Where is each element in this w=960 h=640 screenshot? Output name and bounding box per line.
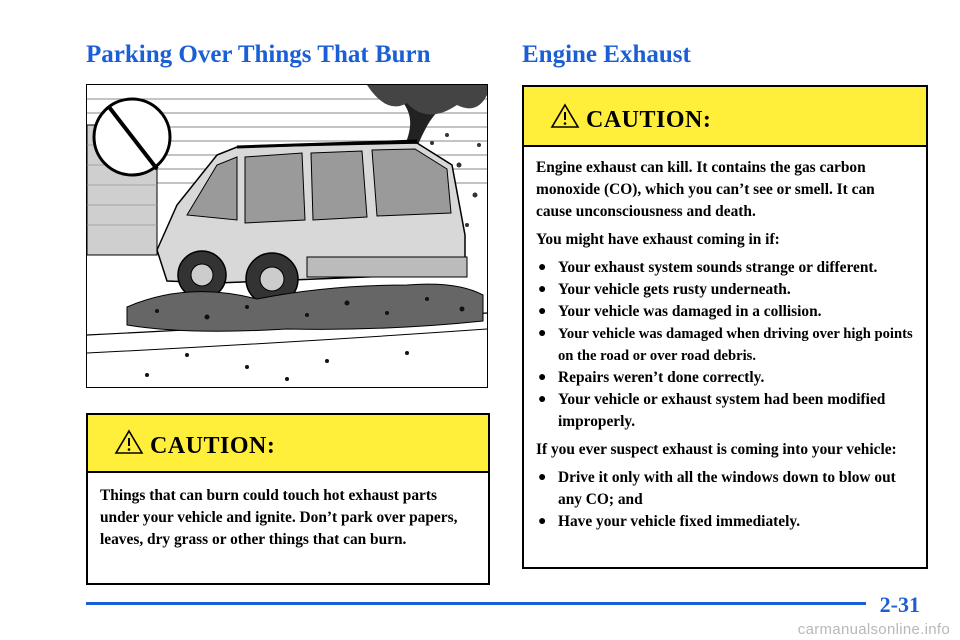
bullet-icon: ●: [538, 370, 547, 385]
list-item: ● Your vehicle or exhaust system had been modified improperly.: [538, 391, 886, 430]
exhaust-actions-list: [536, 467, 914, 533]
heading-parking: Parking Over Things That Burn: [86, 41, 431, 68]
caution-box-parking: [86, 413, 490, 585]
caution-box-engine-exhaust: [522, 85, 928, 569]
list-item: ● Have your vehicle fixed immediately.: [536, 511, 914, 533]
list-item: ● Your vehicle was damaged in a collision.: [536, 301, 914, 323]
vehicle-parked-on-leaves-illustration: [86, 84, 488, 388]
caution-header: [524, 87, 926, 147]
bullet-icon: ●: [538, 392, 547, 407]
exhaust-signs-list: [536, 257, 914, 433]
caution-title: CAUTION:: [586, 107, 712, 133]
warning-triangle-icon: [114, 429, 144, 455]
bullet-icon: ●: [538, 326, 547, 341]
caution-header: [88, 415, 488, 473]
list-item: ● Repairs weren’t done correctly.: [536, 367, 914, 389]
list-item: ● Your vehicle was damaged when driving over high points on the road or over road debris.: [536, 323, 914, 367]
bullet-icon: ●: [538, 514, 547, 529]
watermark: carmanualsonline.info: [797, 621, 950, 638]
bullet-icon: ●: [538, 282, 547, 297]
list-item: ● Drive it only with all the windows down to blow out any CO; and: [538, 469, 896, 508]
list-item: ● Your exhaust system sounds strange or different.: [536, 257, 914, 279]
bullet-icon: ●: [538, 470, 547, 485]
footer-rule: [86, 602, 866, 605]
heading-engine-exhaust: Engine Exhaust: [522, 41, 691, 68]
caution-para-3: If you ever suspect exhaust is coming into your vehicle:: [536, 441, 897, 458]
caution-para-2: You might have exhaust coming in if:: [536, 231, 780, 248]
warning-triangle-icon: [550, 103, 580, 129]
caution-title: CAUTION:: [150, 433, 276, 459]
list-item: ● Your vehicle gets rusty underneath.: [536, 279, 914, 301]
caution-body: [524, 147, 926, 533]
caution-body: [88, 473, 488, 551]
page-number: 2-31: [879, 592, 920, 617]
bullet-icon: ●: [538, 304, 547, 319]
caution-para-1: Engine exhaust can kill. It contains the gas carbon monoxide (CO), which you can’t see or smell. It can cause unconsciousness and death.: [536, 159, 875, 220]
prohibition-icon: [94, 99, 170, 175]
caution-text: Things that can burn could touch hot exhaust parts under your vehicle and ignite. Don’t park over papers, leaves, dry grass or other things that can burn.: [100, 487, 458, 548]
bullet-icon: ●: [538, 260, 547, 275]
